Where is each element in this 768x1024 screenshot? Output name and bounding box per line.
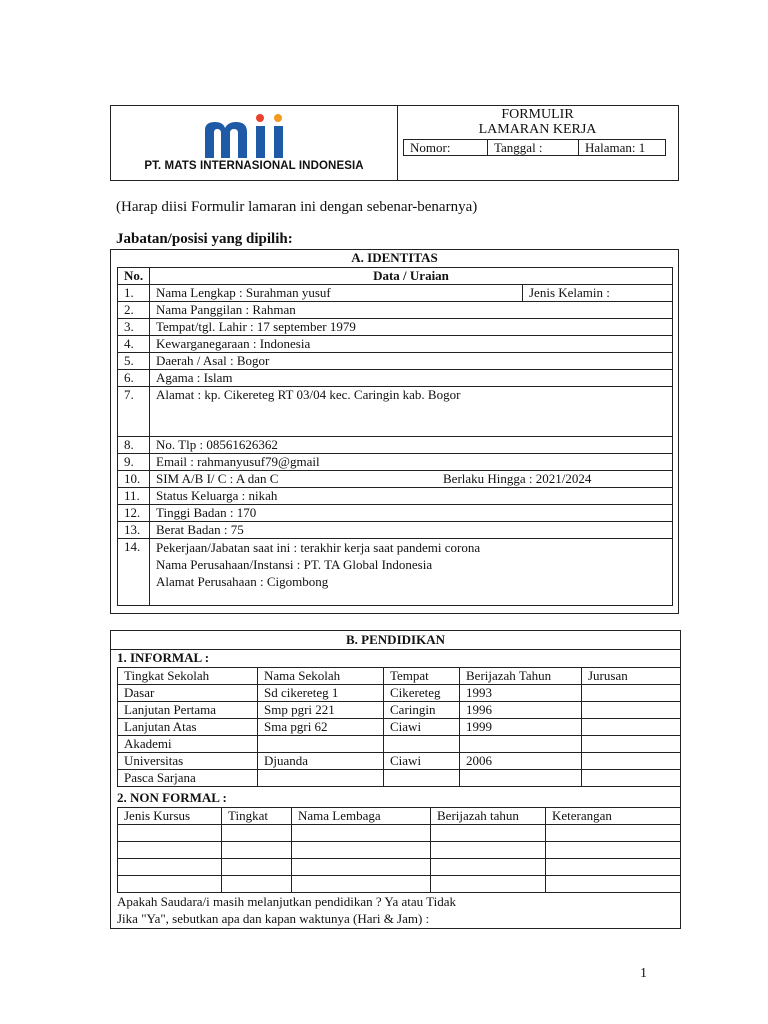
table-row xyxy=(118,522,673,539)
cell[interactable] xyxy=(460,770,582,787)
informal-table xyxy=(117,667,681,787)
col-header: Berijazah tahun xyxy=(431,808,546,825)
logo-cell xyxy=(111,106,398,180)
row-text[interactable]: Agama : Islam xyxy=(150,370,673,387)
form-title-2: LAMARAN KERJA xyxy=(478,122,597,137)
table-row xyxy=(118,336,673,353)
cell[interactable]: Cikereteg xyxy=(384,685,460,702)
cell[interactable] xyxy=(118,859,222,876)
row-no: 5. xyxy=(118,353,150,370)
table-row xyxy=(118,825,681,842)
cell[interactable] xyxy=(222,859,292,876)
row-text[interactable]: Kewarganegaraan : Indonesia xyxy=(150,336,673,353)
cell[interactable] xyxy=(431,825,546,842)
company-address-line: Alamat Perusahaan : Cigombong xyxy=(156,574,329,589)
cell[interactable]: Sd cikereteg 1 xyxy=(258,685,384,702)
table-row xyxy=(118,859,681,876)
table-row xyxy=(118,770,681,787)
col-header: Tingkat xyxy=(222,808,292,825)
row-no: 6. xyxy=(118,370,150,387)
table-row xyxy=(118,488,673,505)
row-text[interactable]: No. Tlp : 08561626362 xyxy=(150,437,673,454)
sim-value: SIM A/B I/ C : A dan C xyxy=(156,471,279,486)
cell[interactable] xyxy=(582,702,681,719)
continue-education-question: Apakah Saudara/i masih melanjutkan pendidikan ? Ya atau Tidak xyxy=(117,894,457,909)
continue-education-detail: Jika "Ya", sebutkan apa dan kapan waktunya (Hari & Jam) : xyxy=(117,911,430,926)
row-no: 2. xyxy=(118,302,150,319)
cell[interactable] xyxy=(384,736,460,753)
table-row xyxy=(118,285,673,302)
tanggal-field[interactable]: Tanggal : xyxy=(488,140,579,156)
row-text[interactable]: Tinggi Badan : 170 xyxy=(150,505,673,522)
company-logo xyxy=(203,114,313,160)
cell[interactable] xyxy=(118,842,222,859)
col-header: Nama Lembaga xyxy=(292,808,431,825)
table-row xyxy=(118,471,673,488)
cell[interactable] xyxy=(292,876,431,893)
cell[interactable] xyxy=(546,842,681,859)
form-title-1: FORMULIR xyxy=(501,107,574,122)
table-row xyxy=(118,505,673,522)
pendidikan-title: B. PENDIDIKAN xyxy=(111,631,680,650)
table-row xyxy=(118,685,681,702)
cell[interactable] xyxy=(292,859,431,876)
row-text[interactable]: Nama Lengkap : Surahman yusuf xyxy=(150,285,523,302)
instruction-note: (Harap diisi Formulir lamaran ini dengan sebenar-benarnya) xyxy=(116,199,478,215)
table-row xyxy=(118,539,673,606)
cell[interactable] xyxy=(460,736,582,753)
job-line: Pekerjaan/Jabatan saat ini : terakhir kerja saat pandemi corona xyxy=(156,540,481,555)
col-header: Nama Sekolah xyxy=(258,668,384,685)
table-row xyxy=(118,842,681,859)
cell: Dasar xyxy=(118,685,258,702)
cell[interactable]: Caringin xyxy=(384,702,460,719)
table-row xyxy=(118,319,673,336)
pendidikan-section xyxy=(110,630,681,929)
col-header: Tempat xyxy=(384,668,460,685)
cell[interactable] xyxy=(222,825,292,842)
cell[interactable] xyxy=(118,825,222,842)
nomor-field[interactable]: Nomor: xyxy=(404,140,488,156)
cell[interactable]: 1999 xyxy=(460,719,582,736)
table-row xyxy=(118,302,673,319)
row-no: 13. xyxy=(118,522,150,539)
cell[interactable]: 1996 xyxy=(460,702,582,719)
cell[interactable] xyxy=(292,842,431,859)
table-row xyxy=(118,454,673,471)
table-row xyxy=(118,753,681,770)
cell[interactable] xyxy=(222,876,292,893)
form-meta-table xyxy=(403,139,666,156)
row-text[interactable] xyxy=(150,539,673,606)
identitas-section xyxy=(110,249,679,614)
position-label: Jabatan/posisi yang dipilih: xyxy=(116,231,293,247)
cell[interactable]: 2006 xyxy=(460,753,582,770)
company-line: Nama Perusahaan/Instansi : PT. TA Global Indonesia xyxy=(156,557,433,572)
cell: Lanjutan Pertama xyxy=(118,702,258,719)
row-text[interactable]: Daerah / Asal : Bogor xyxy=(150,353,673,370)
col-header: Jurusan xyxy=(582,668,681,685)
cell[interactable] xyxy=(222,842,292,859)
col-header: Berijazah Tahun xyxy=(460,668,582,685)
cell[interactable] xyxy=(546,825,681,842)
row-no: 14. xyxy=(118,539,150,606)
form-title-cell xyxy=(397,106,678,180)
informal-header-row xyxy=(118,668,681,685)
row-extra[interactable]: Jenis Kelamin : xyxy=(523,285,673,302)
row-text[interactable]: Alamat : kp. Cikereteg RT 03/04 kec. Caringin kab. Bogor xyxy=(150,387,673,437)
nonformal-header-row xyxy=(118,808,681,825)
table-row xyxy=(118,353,673,370)
cell[interactable] xyxy=(582,685,681,702)
row-no: 11. xyxy=(118,488,150,505)
informal-title: 1. INFORMAL : xyxy=(117,650,210,665)
cell: Lanjutan Atas xyxy=(118,719,258,736)
sim-expiry: Berlaku Hingga : 2021/2024 xyxy=(443,471,592,486)
cell[interactable] xyxy=(582,753,681,770)
row-no: 10. xyxy=(118,471,150,488)
row-text[interactable]: Status Keluarga : nikah xyxy=(150,488,673,505)
col-data-header: Data / Uraian xyxy=(150,268,673,285)
identitas-title: A. IDENTITAS xyxy=(351,250,438,265)
table-row xyxy=(118,876,681,893)
row-no: 1. xyxy=(118,285,150,302)
row-text[interactable]: Email : rahmanyusuf79@gmail xyxy=(150,454,673,471)
cell[interactable] xyxy=(258,770,384,787)
cell: Pasca Sarjana xyxy=(118,770,258,787)
cell[interactable]: Sma pgri 62 xyxy=(258,719,384,736)
cell[interactable] xyxy=(292,825,431,842)
table-row xyxy=(118,736,681,753)
table-row xyxy=(118,437,673,454)
col-header: Tingkat Sekolah xyxy=(118,668,258,685)
cell[interactable] xyxy=(582,719,681,736)
company-name: PT. MATS INTERNASIONAL INDONESIA xyxy=(144,160,364,172)
table-row xyxy=(118,719,681,736)
cell[interactable] xyxy=(258,736,384,753)
cell[interactable] xyxy=(546,859,681,876)
page-number: 1 xyxy=(640,966,647,981)
nonformal-title: 2. NON FORMAL : xyxy=(117,790,227,805)
cell[interactable] xyxy=(118,876,222,893)
table-row xyxy=(118,702,681,719)
cell[interactable] xyxy=(582,770,681,787)
table-row xyxy=(118,387,673,437)
cell[interactable]: Smp pgri 221 xyxy=(258,702,384,719)
cell[interactable]: Ciawi xyxy=(384,753,460,770)
form-header xyxy=(110,105,679,181)
nonformal-table xyxy=(117,807,681,893)
row-no: 3. xyxy=(118,319,150,336)
row-no: 4. xyxy=(118,336,150,353)
table-row xyxy=(118,370,673,387)
cell[interactable]: Djuanda xyxy=(258,753,384,770)
row-text[interactable]: Nama Panggilan : Rahman xyxy=(150,302,673,319)
col-header: Keterangan xyxy=(546,808,681,825)
row-text[interactable] xyxy=(150,471,673,488)
row-no: 12. xyxy=(118,505,150,522)
identitas-table xyxy=(117,267,673,606)
cell[interactable] xyxy=(431,859,546,876)
cell[interactable]: 1993 xyxy=(460,685,582,702)
cell[interactable] xyxy=(431,842,546,859)
cell[interactable] xyxy=(384,770,460,787)
halaman-field: Halaman: 1 xyxy=(579,140,666,156)
row-text[interactable]: Tempat/tgl. Lahir : 17 september 1979 xyxy=(150,319,673,336)
row-text[interactable]: Berat Badan : 75 xyxy=(150,522,673,539)
row-no: 7. xyxy=(118,387,150,437)
col-header: Jenis Kursus xyxy=(118,808,222,825)
cell: Akademi xyxy=(118,736,258,753)
cell[interactable]: Ciawi xyxy=(384,719,460,736)
cell[interactable] xyxy=(546,876,681,893)
row-no: 9. xyxy=(118,454,150,471)
row-no: 8. xyxy=(118,437,150,454)
cell[interactable] xyxy=(431,876,546,893)
cell: Universitas xyxy=(118,753,258,770)
col-no-header: No. xyxy=(118,268,150,285)
cell[interactable] xyxy=(582,736,681,753)
